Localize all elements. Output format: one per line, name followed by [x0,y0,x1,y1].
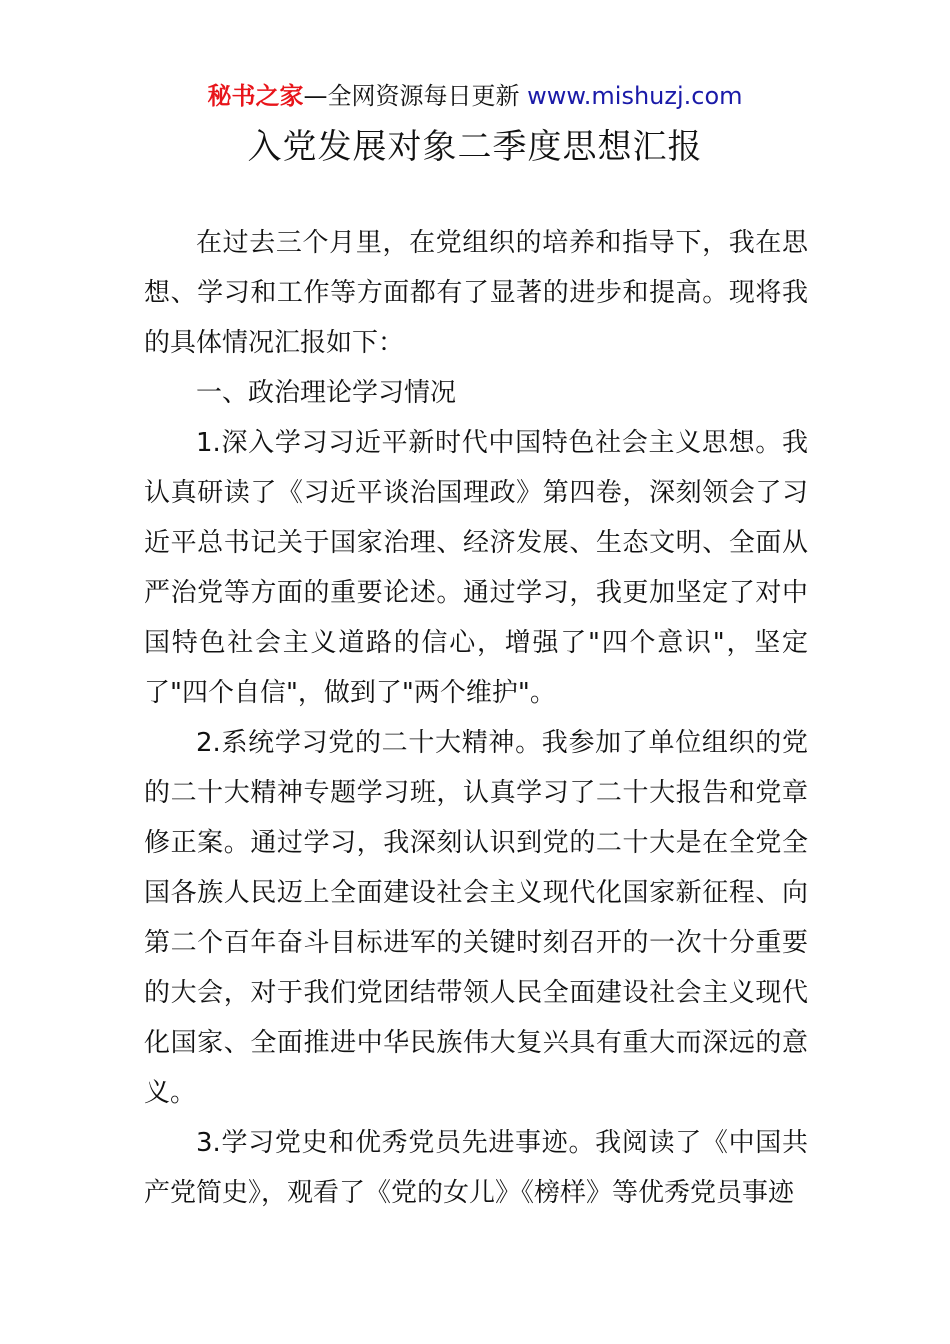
body-paragraph: 2.系统学习党的二十大精神。我参加了单位组织的党的二十大精神专题学习班，认真学习了二十大报告和党章修正案。通过学习，我深刻认识到党的二十大是在全党全国各族人民迈上全面建设社会主义现代化国家新征程、向第二个百年奋斗目标进军的关键时刻召开的一次十分重要的大会，对于我们党团结带领人民全面建设社会主义现代化国家、全面推进中华民族伟大复兴具有重大而深远的意义。 [144,728,808,1108]
section-heading: 一、政治理论学习情况 [196,378,457,408]
document-body [144,218,808,1218]
site-header [0,80,950,112]
intro-paragraph: 在过去三个月里，在党组织的培养和指导下，我在思想、学习和工作等方面都有了显著的进步和提高。现将我的具体情况汇报如下： [144,228,808,358]
body-paragraph: 3.学习党史和优秀党员先进事迹。我阅读了《中国共产党简史》，观看了《党的女儿》《榜样》等优秀党员事迹 [144,1128,808,1208]
brand-name: 秘书之家 [207,82,304,110]
site-url-link[interactable]: www.mishuzj.com [527,82,743,110]
document-title: 入党发展对象二季度思想汇报 [247,127,703,167]
header-tagline: —全网资源每日更新 [303,82,520,110]
body-paragraph: 1.深入学习习近平新时代中国特色社会主义思想。我认真研读了《习近平谈治国理政》第四卷，深刻领会了习近平总书记关于国家治理、经济发展、生态文明、全面从严治党等方面的重要论述。通过学习，我更加坚定了对中国特色社会主义道路的信心，增强了"四个意识"，坚定了"四个自信"，做到了"两个维护"。 [144,428,808,708]
